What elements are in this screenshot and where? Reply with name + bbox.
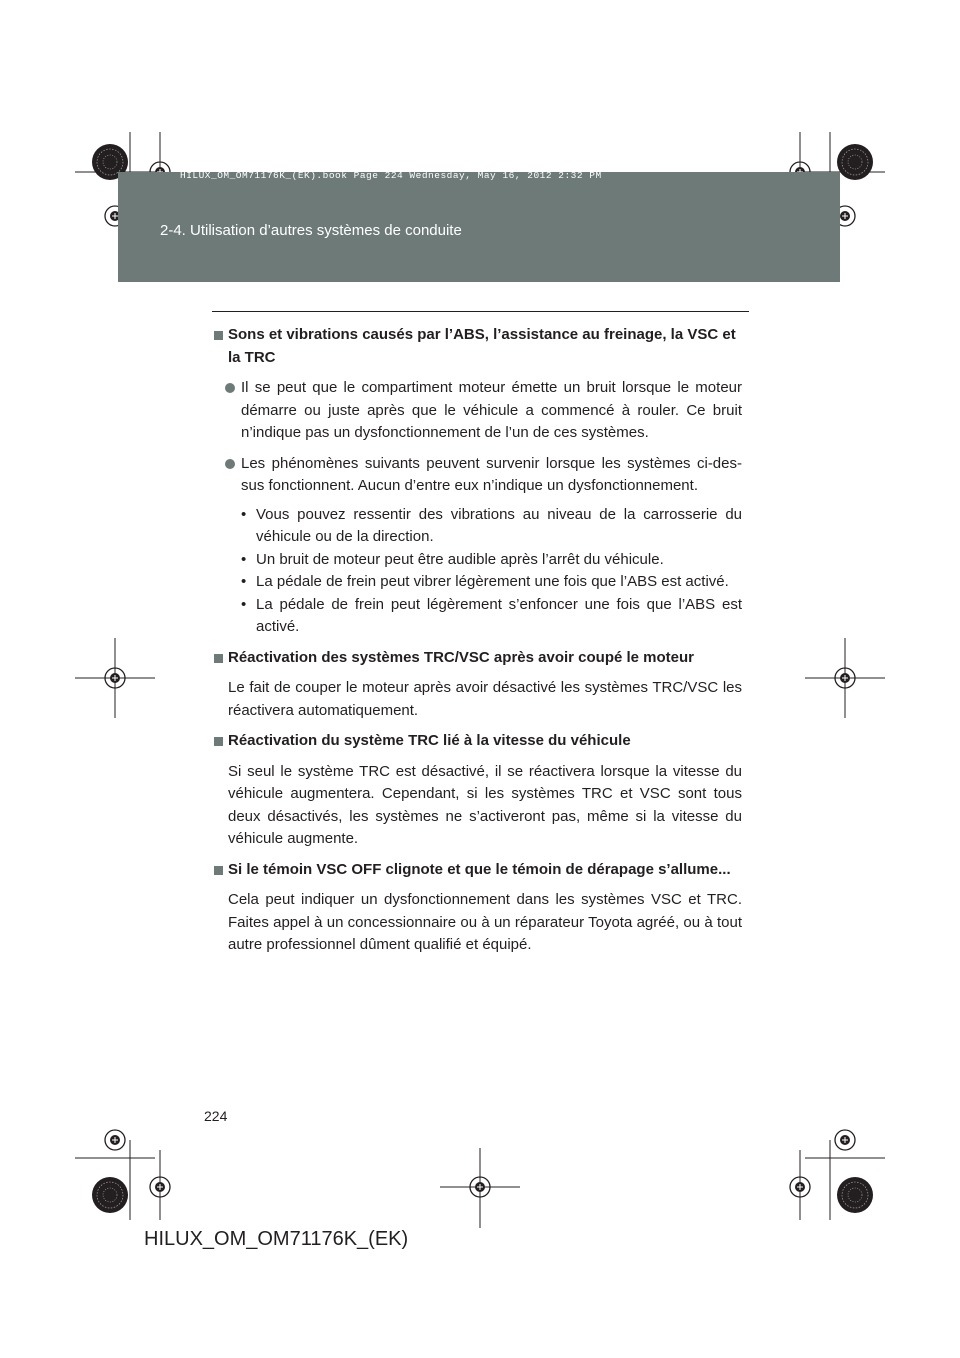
print-stamp: HILUX_OM_OM71176K_(EK).book Page 224 Wednesday, May 16, 2012 2:32 PM — [180, 170, 602, 181]
section-title: 2-4. Utilisation d’autres systèmes de conduite — [160, 222, 462, 239]
round-bullet-icon — [225, 459, 235, 469]
heading-sons-vibrations: Sons et vibrations causés par l’ABS, l’assistance au freinage, la VSC et la TRC — [214, 324, 742, 369]
bullet-item: Les phénomènes suivants peuvent survenir lorsque les systèmes ci-des-sus fonctionnent. Aucun d’entre eux n’indique un dysfonctionnement. — [214, 453, 742, 498]
sub-bullet-icon: • — [241, 550, 247, 568]
square-bullet-icon — [214, 331, 223, 340]
heading-reactivation-vitesse: Réactivation du système TRC lié à la vitesse du véhicule — [214, 730, 742, 753]
heading-reactivation-moteur: Réactivation des systèmes TRC/VSC après avoir coupé le moteur — [214, 647, 742, 670]
sub-bullet-item: • Vous pouvez ressentir des vibrations au niveau de la carrosserie du véhicule ou de la direction. — [241, 505, 742, 545]
sub-bullet-item: • Un bruit de moteur peut être audible après l’arrêt du véhicule. — [214, 549, 742, 572]
paragraph: Le fait de couper le moteur après avoir désactivé les systèmes TRC/VSC les réactivera automatiquement. — [228, 679, 742, 719]
sub-bullet-icon: • — [241, 595, 247, 613]
sub-bullet-item: • La pédale de frein peut vibrer légèrement une fois que l’ABS est activé. — [214, 571, 742, 594]
paragraph: Cela peut indiquer un dysfonctionnement dans les systèmes VSC et TRC. Faites appel à un concessionnaire ou à un réparateur Toyota agréé, ou à tout autre professionnel dûment qualifié et équipé. — [228, 891, 742, 953]
square-bullet-icon — [214, 654, 223, 663]
heading-temoin-vsc-off: Si le témoin VSC OFF clignote et que le témoin de dérapage s’allume... — [214, 859, 742, 882]
divider — [212, 311, 749, 312]
sub-bullet-icon: • — [241, 573, 247, 590]
page-content — [214, 324, 742, 965]
square-bullet-icon — [214, 866, 223, 875]
sub-bullet-icon: • — [241, 505, 247, 523]
page-number: 224 — [204, 1108, 228, 1124]
bullet-item: Il se peut que le compartiment moteur émette un bruit lorsque le moteur démarre ou juste après que le véhicule a commencé à rouler. Ce bruit n’indique pas un dysfonctionnement de l’un de ces systèmes. — [214, 377, 742, 445]
round-bullet-icon — [225, 383, 235, 393]
sub-bullet-item: • La pédale de frein peut légèrement s’enfoncer une fois que l’ABS est activé. — [241, 595, 742, 635]
document-code: HILUX_OM_OM71176K_(EK) — [144, 1228, 409, 1250]
square-bullet-icon — [214, 737, 223, 746]
paragraph: Si seul le système TRC est désactivé, il se réactivera lorsque la vitesse du véhicule augmentera. Cependant, si les systèmes TRC et VSC sont tous deux désactivés, les systèmes ne s’activeront pas, même si la vitesse du véhicule augmente. — [228, 762, 742, 847]
